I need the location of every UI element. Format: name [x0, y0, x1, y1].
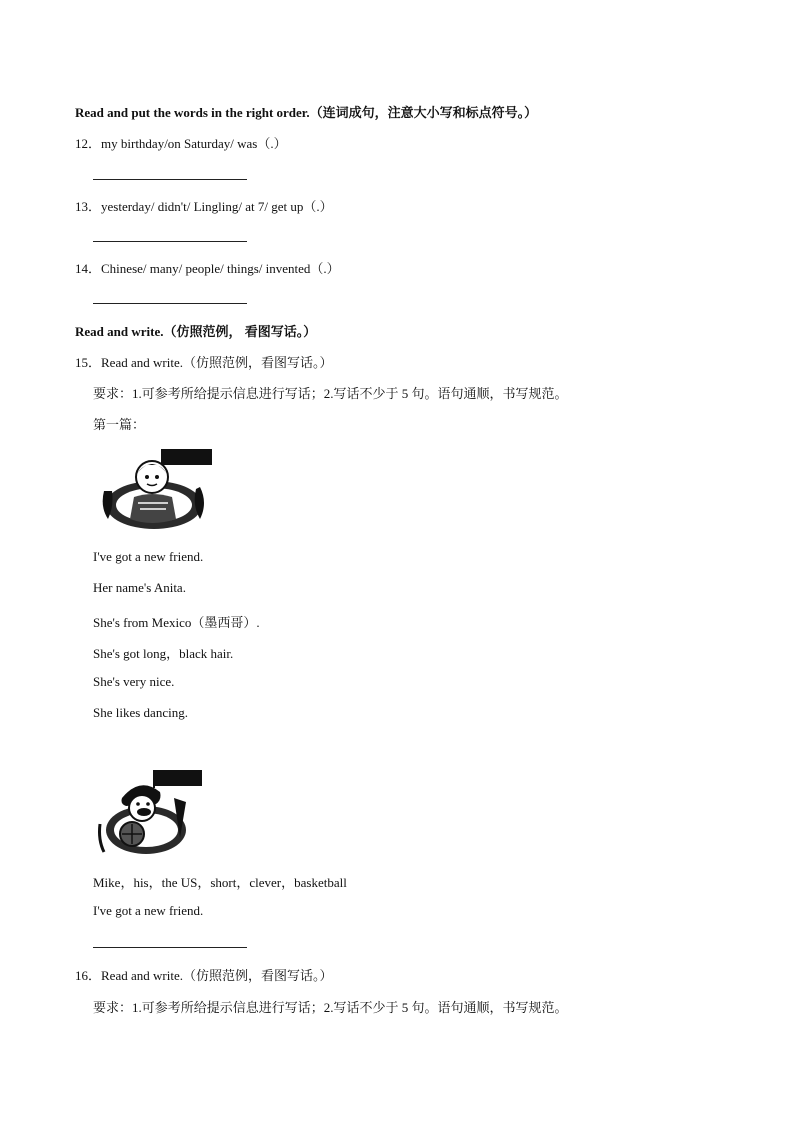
question-text: my birthday/on Saturday/ was（.） — [101, 136, 287, 151]
answer-blank-15[interactable] — [93, 947, 247, 948]
question-16-title — [75, 965, 332, 984]
example-line-5: She's very nice. — [93, 674, 175, 689]
question-12 — [75, 133, 287, 152]
answer-blank-12[interactable] — [93, 179, 247, 180]
question-15-title — [75, 352, 332, 371]
question-text: yesterday/ didn't/ Lingling/ at 7/ get up（.） — [101, 199, 333, 214]
question-text: Chinese/ many/ people/ things/ invented（.） — [101, 261, 340, 276]
requirement-15: 要求：1.可参考所给提示信息进行写话；2.写话不少于 5 句。语句通顺，书写规范。 — [93, 386, 568, 401]
question-13 — [75, 196, 333, 215]
question-number: 13． — [75, 199, 102, 214]
question-number: 16． — [75, 968, 102, 983]
anita-illustration — [96, 447, 216, 533]
hint-words: Mike，his，the US，short，clever，basketball — [93, 875, 347, 890]
question-text: Read and write.（仿照范例，看图写话。） — [101, 968, 333, 983]
start-line: I've got a new friend. — [93, 903, 204, 918]
section-heading-word-order: Read and put the words in the right order.（连词成句，注意大小写和标点符号。） — [75, 105, 538, 120]
section-heading-read-write: Read and write.（仿照范例， 看图写话。） — [75, 324, 317, 339]
example-line-6: She likes dancing. — [93, 705, 188, 720]
answer-blank-13[interactable] — [93, 241, 247, 242]
question-number: 14． — [75, 261, 102, 276]
example-line-4: She's got long，black hair. — [93, 646, 234, 661]
question-14 — [75, 258, 340, 277]
answer-blank-14[interactable] — [93, 303, 247, 304]
part-label: 第一篇： — [93, 417, 146, 432]
example-line-3: She's from Mexico（墨西哥）. — [93, 615, 260, 630]
example-line-1: I've got a new friend. — [93, 549, 204, 564]
mike-illustration — [96, 768, 206, 858]
question-text: Read and write.（仿照范例，看图写话。） — [101, 355, 333, 370]
requirement-16: 要求：1.可参考所给提示信息进行写话；2.写话不少于 5 句。语句通顺，书写规范。 — [93, 1000, 568, 1015]
question-number: 15． — [75, 355, 102, 370]
question-number: 12． — [75, 136, 102, 151]
example-line-2: Her name's Anita. — [93, 580, 186, 595]
